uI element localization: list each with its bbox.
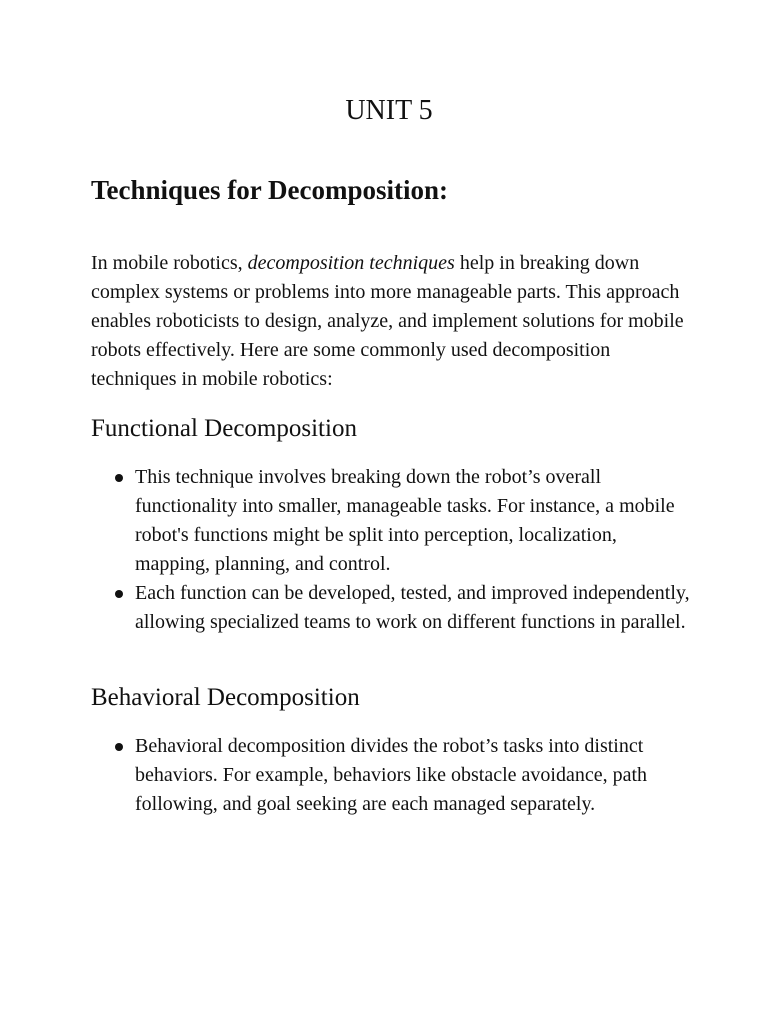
list-item — [91, 732, 691, 819]
section-title: Techniques for Decomposition: — [91, 175, 449, 205]
bullet-icon — [115, 474, 123, 482]
bullet-icon — [115, 743, 123, 751]
list-item-text: Behavioral decomposition divides the robot’s tasks into distinct behaviors. For example, behaviors like obstacle avoidance, path following, and goal seeking are each managed separately. — [135, 735, 648, 815]
unit-title: UNIT 5 — [345, 95, 433, 126]
list-item-text: Each function can be developed, tested, and improved independently, allowing specialized teams to work on different functions in parallel. — [135, 582, 690, 633]
list-item — [91, 463, 691, 579]
functional-decomposition-list — [91, 463, 691, 637]
list-item-text: This technique involves breaking down the robot’s overall functionality into smaller, manageable tasks. For instance, a mobile robot's functions might be split into perception, localization, mapping, planning, and control. — [135, 466, 675, 575]
behavioral-decomposition-heading: Behavioral Decomposition — [91, 684, 360, 711]
bullet-icon — [115, 590, 123, 598]
functional-decomposition-heading: Functional Decomposition — [91, 415, 357, 442]
list-item — [91, 579, 691, 637]
behavioral-decomposition-list — [91, 732, 691, 819]
intro-paragraph — [91, 249, 691, 394]
intro-text-end: help in breaking down complex systems or problems into more manageable parts. This approach enables roboticists to design, analyze, and implement solutions for mobile robots effectively. Here are some commonly used decomposition techniques in mobile robotics: — [91, 252, 684, 390]
intro-text-start: In mobile robotics, — [91, 252, 248, 274]
intro-emphasis: decomposition techniques — [247, 252, 455, 274]
